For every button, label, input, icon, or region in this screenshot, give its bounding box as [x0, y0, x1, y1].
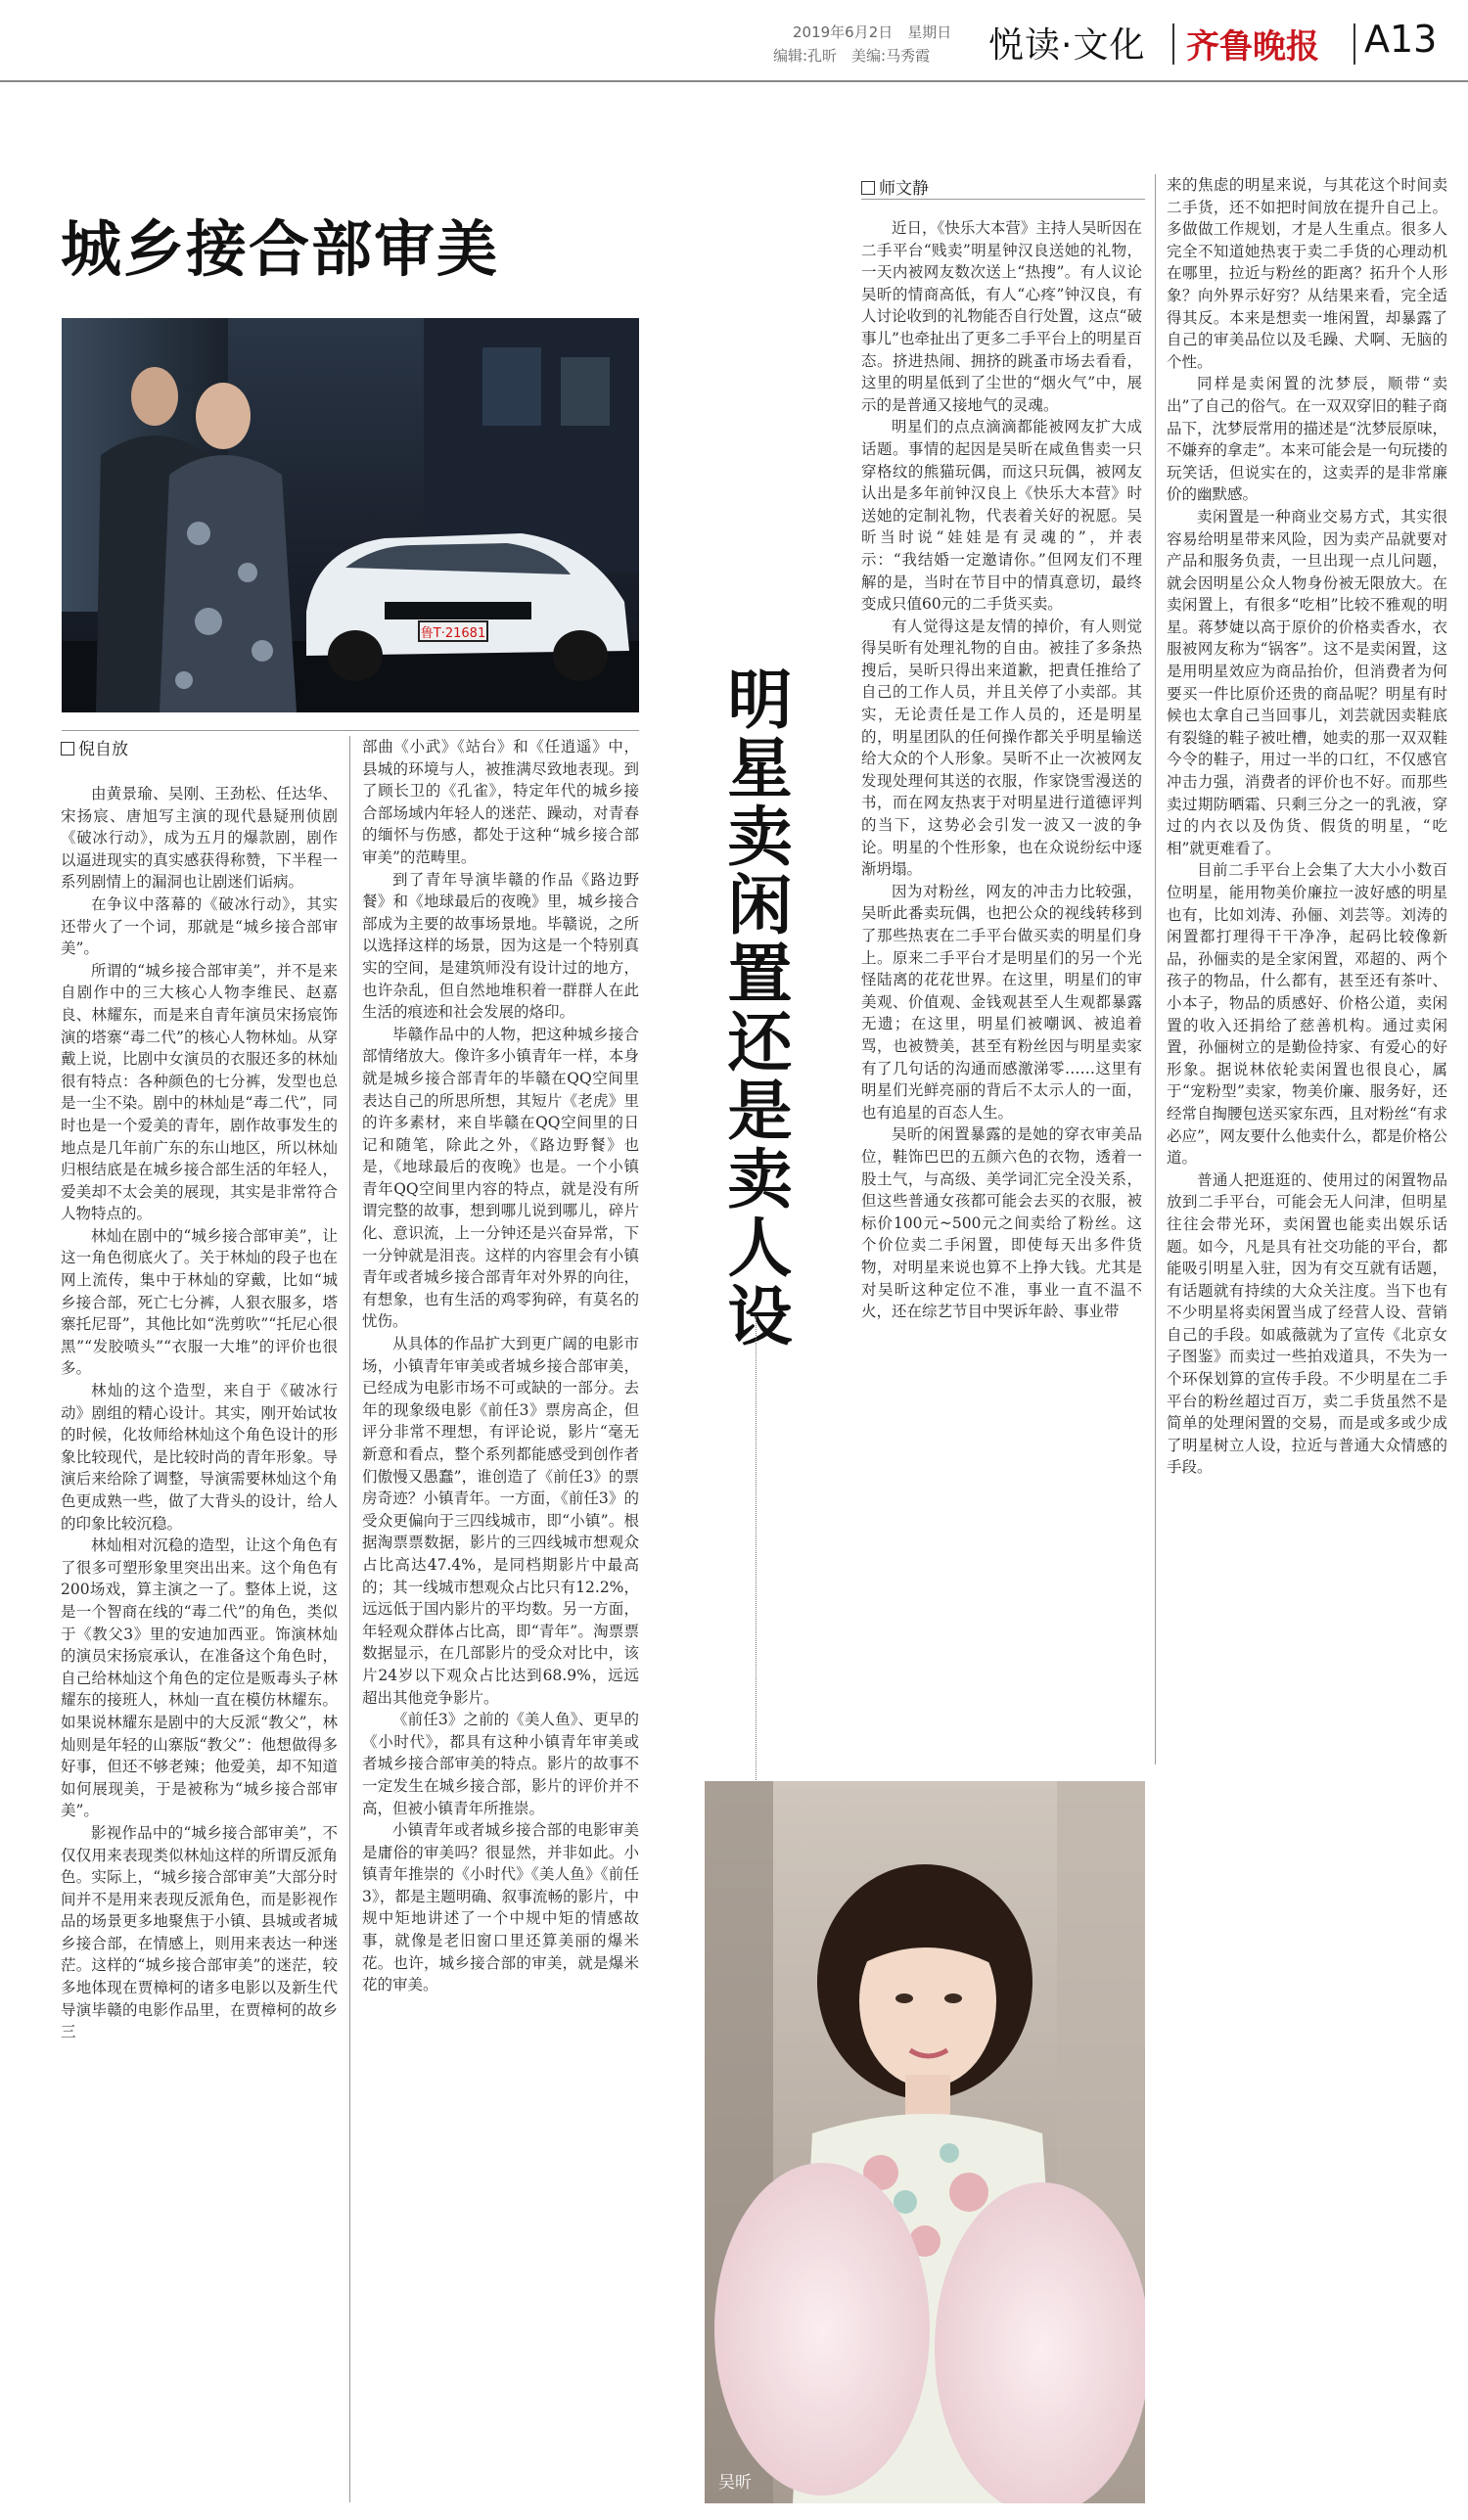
headline-dotted-line [756, 1316, 757, 1845]
section-title: 悦读·文化 [988, 25, 1146, 66]
article2-column-1: 近日，《快乐大本营》主持人吴昕因在二手平台“贱卖”明星钟汉良送她的礼物，一天内被网友数次送上“热搜”。有人议论吴昕的情商高低，有人“心疼”钟汉良，有人讨论收到的礼物能否自行处置，这点“破事儿”也牵扯出了更多二手平台上的明星百态。挤进热闹、拥挤的跳蚤市场去看看，这里的明星低到了尘世的“烟火气”中，展示的是普通又接地气的灵魂。 明星们的点点滴滴都能被网友扩大成话题。事情的起因是吴昕在咸鱼售卖一只穿格纹的熊猫玩偶，而这只玩偶，被网友认出是多年前钟汉良上《快乐大本营》时送她的定制礼物，代表着关好的祝愿。吴昕当时说“娃娃是有灵魂的”，并表示：“我结婚一定邀请你。”但网友们不理解的是，当时在节目中的情真意切，最终变成只值60元的二手货买卖。 有人觉得这是友情的掉价，有人则觉得吴昕有处理礼物的自由。被挂了多条热搜后，吴昕只得出来道歉，把責任推给了自己的工作人员，并且关停了小卖部。其实，无论责任是工作人员的，还是明星的，明星团队的任何操作都关乎明星输送给大众的个人形象。吴昕不止一次被网友发现处理何其送的衣服，作家饶雪漫送的书，而在网友热衷于对明星进行道德评判的当下，这势必会引发一波又一波的争论。明星的个性形象，也在众说纷纭中逐渐坍塌。 因为对粉丝，网友的冲击力比较强，吴昕此番卖玩偶，也把公众的视线转移到了那些热衷在二手平台做买卖的明星们身上。原来二手平台才是明星们的另一个光怪陆离的花花世界。在这里，明星们的审美观、价值观、金钱观甚至人生观都暴露无遗；在这里，明星们被嘲讽、被追着骂，也被赞美，甚至有粉丝因与明星卖家有了几句话的沟通而感激涕零……这里有明星们光鲜亮丽的背后不太示人的一面，也有追星的百态人生。 吴昕的闲置暴露的是她的穿衣审美品位，鞋饰巴巴的五颜六色的衣物，透着一股土气，与高级、美学词汇完全没关系，但这些普通女孩都可能会去买的衣服，被标价100元~500元之间卖给了粉丝。这个价位卖二手闲置，即使每天出多件货物，对明星来说也算不上挣大钱。尤其是对吴昕这种定位不准，事业一直不温不火，还在综艺节目中哭诉年龄、事业带 [861, 219, 1142, 1321]
article2-byline: 师文静 [861, 174, 929, 199]
column-divider [1155, 174, 1156, 1764]
newspaper-logo: 齐鲁晚报 [1186, 27, 1319, 67]
portrait-image [705, 1781, 1145, 2503]
article2-rule [861, 199, 1145, 200]
street-scene-image [62, 318, 639, 712]
article1-headline: 城乡接合部审美 [61, 213, 500, 285]
article1-column-1: 由黄景瑜、吴刚、王劲松、任达华、宋扬宸、唐旭写主演的现代悬疑刑侦剧《破冰行动》，成为五月的爆款剧，剧作以逼进现实的真实感获得称赞，下半程一系列剧情上的漏洞也让剧迷们诟病。 在争议中落幕的《破冰行动》，其实还带火了一个词，那就是“城乡接合部审美”。 所谓的“城乡接合部审美”，并不是来自剧作中的三大核心人物李维民、赵嘉良、林耀东，而是来自青年演员宋扬宸饰演的塔寨“毒二代”的核心人物林灿。从穿戴上说，比剧中女演员的衣服还多的林灿很有特点：各种颜色的七分裤，发型也总是一尘不染。剧中的林灿是“毒二代”，同时也是一个爱美的青年，剧作故事发生的地点是几年前广东的东山地区，所以林灿归根结底是在城乡接合部生活的年轻人，爱美却不太会美的展现，其实是非常符合人物特点的。 林灿在剧中的“城乡接合部审美”，让这一角色彻底火了。关于林灿的段子也在网上流传，集中于林灿的穿戴，比如“城乡接合部，死亡七分裤，人狠衣服多，塔寨托尼哥”，其他比如“洗剪吹”“托尼心很黑”“发胶喷头”“衣服一大堆”的评价也很多。 林灿的这个造型，来自于《破冰行动》剧组的精心设计。其实，刚开始试妆的时候，化妆师给林灿这个角色设计的形象比较现代，是比较时尚的青年形象。导演后来给除了调整，导演需要林灿这个角色更成熟一些，做了大背头的设计，给人的印象比较沉稳。 林灿相对沉稳的造型，让这个角色有了很多可塑形象里突出出来。这个角色有200场戏，算主演之一了。整体上说，这是一个智商在线的“毒二代”的角色，类似于《教父3》里的安迪加西亚。饰演林灿的演员宋扬宸承认，在准备这个角色时，自己给林灿这个角色的定位是贩毒头子林耀东的接班人，林灿一直在模仿林耀东。如果说林耀东是剧中的大反派“教父”，林灿则是年轻的山寨版“教父”：他想做得多好事，但还不够老辣；他爱美，却不知道如何展现美，于是被称为“城乡接合部审美”。 影视作品中的“城乡接合部审美”，不仅仅用来表现类似林灿这样的所谓反派角色。实际上，“城乡接合部审美”大部分时间并不是用来表现反派角色，而是影视作品的场景更多地聚焦于小镇、县城或者城乡接合部，在情感上，则用来表达一种迷茫。这样的“城乡接合部审美”的迷茫，较多地体现在贾樟柯的诸多电影以及新生代导演毕赣的电影作品里，在贾樟柯的故乡三 [61, 785, 338, 2041]
header-divider [1353, 23, 1355, 65]
article2-column-2-top: 来的焦虑的明星来说，与其花这个时间卖二手货，还不如把时间放在提升自己上。多做做工作规划，才是人生重点。很多人完全不知道她热衷于卖二手货的心理动机在哪里，拉近与粉丝的距离？拓升个人形象？向外界示好穷？从结果来看，完全适得其反。本来是想卖一堆闲置，却暴露了自己的审美品位以及毛躁、犬啊、无脑的个性。 同样是卖闲置的沈梦辰，顺带“卖出”了自己的俗气。在一双双穿旧的鞋子商品下，沈梦辰常用的描述是“沈梦辰原味，不嫌弃的拿走”。本来可能会是一句玩搂的玩笑话，但说实在的，这卖弄的是非常廉价的幽默感。 卖闲置是一种商业交易方式，其实很容易给明星带来风险，因为卖产品就要对产品和服务负责，一旦出现一点儿问题，就会因明星公众人物身份被无限放大。在卖闲置上，有很多“吃相”比较不雅观的明星。蒋梦婕以高于原价的价格卖香水，衣服被网友称为“锅客”。这不是卖闲置，这是用明星效应为商品抬价，但消费者为何要买一件比原价还贵的商品呢？明星有时候也太拿自己当回事儿，刘芸就因卖鞋底有裂缝的鞋子被吐槽，她卖的那一双双鞋今令的鞋子，用过一半的口红，不仅感官冲击力强，消费者的评价也不好。而那些卖过期防晒霜、只剩三分之一的乳液，穿过的内衣以及伪货、假货的明星，“吃相”就更难看了。 目前二手平台上会集了大大小小数百位明星，能用物美价廉拉一波好感的明星也有，比如刘涛、孙俪、刘芸等。刘涛的闲置都打理得干干净净，起码比较像新品，孙俪卖的是全家闲置，邓超的、两个孩子的物品，什么都有，甚至还有茶叶、小本子，物品的质感好、价格公道，卖闲置的收入还捐给了慈善机构。通过卖闲置，孙俪树立的是勤俭持家、有爱心的好形象。据说林依轮卖闲置也很良心，属于“宠粉型”卖家，物美价廉、服务好，还经常自掏腰包送买家东西，且对粉丝“有求必应”，网友要什么他卖什么，都是价格公道。 普通人把逛逛的、使用过的闲置物品放到二手平台，可能会无人问津，但明星往往会带光环，卖闲置也能卖出娱乐话题。如今，凡是具有社交功能的平台，都能吸引明星入驻，因为有交互就有话题，有话题就有持续的大众关注度。当下也有不少明星将卖闲置当成了经营人设、营销自己的手段。如戚薇就为了宣传《北京女子图鉴》而卖过一些拍戏道具，不失为一个环保划算的宣传手段。不少明星在二手平台的粉丝超过百万，卖二手货虽然不是简单的处理闲置的交易，而是或多或少成了明星树立人设，拉近与普通大众情感的手段。 [1167, 176, 1447, 1477]
license-plate: 鲁T·21681 [420, 626, 486, 641]
bottom-photo [705, 1781, 1145, 2503]
bottom-photo-caption: 吴昕 [718, 2473, 752, 2493]
article2-headline: 明星卖闲置还是卖人设 [716, 665, 792, 1351]
column-divider [349, 736, 350, 2502]
byline-box-icon [61, 742, 74, 756]
article1-byline: 倪自放 [61, 735, 128, 759]
header-rule [0, 80, 1468, 82]
top-photo [62, 318, 639, 712]
article1-column-2: 部曲《小武》《站台》和《任逍遥》中，县城的环境与人，被推满尽致地表现。到了顾长卫的《孔雀》，特定年代的城乡接合部场域内年轻人的迷茫、躁动，对青春的缅怀与伤感，都处于这种“城乡接合部审美”的范畴里。 到了青年导演毕赣的作品《路边野餐》和《地球最后的夜晚》里，城乡接合部成为主要的故事场景地。毕赣说，之所以选择这样的场景，因为这是一个特别真实的空间，是建筑师没有设计过的地方，也许杂乱，但自然地堆积着一群群人在此生活的痕迹和社会发展的烙印。 毕赣作品中的人物，把这种城乡接合部情绪放大。像许多小镇青年一样，本身就是城乡接合部青年的毕赣在QQ空间里表达自己的所思所想，其短片《老虎》里的许多素材，来自毕赣在QQ空间里的日记和随笔，除此之外，《路边野餐》也是，《地球最后的夜晚》也是。一个小镇青年QQ空间里内容的特点，就是没有所谓完整的故事，想到哪儿说到哪儿，碎片化、意识流，上一分钟还是兴奋异常，下一分钟就是泪丧。这样的内容里会有小镇青年或者城乡接合部青年对外界的向往，有想象，也有生活的鸡零狗碎，有莫名的忧伤。 从具体的作品扩大到更广阔的电影市场，小镇青年审美或者城乡接合部审美，已经成为电影市场不可或缺的一部分。去年的现象级电影《前任3》票房高企，但评分非常不理想，有评论说，影片“毫无新意和看点，整个系列都能感受到创作者们傲慢又愚蠢”，谁创造了《前任3》的票房奇迹？小镇青年。一方面，《前任3》的受众更偏向于三四线城市，即“小镇”。根据淘票票数据，影片的三四线城市想观众占比高达47.4%，是同档期影片中最高的；其一线城市想观众占比只有12.2%，远远低于国内影片的平均数。另一方面，年轻观众群体占比高，即“青年”。淘票票数据显示，在几部影片的受众对比中，该片24岁以下观众占比达到68.9%，远远超出其他竞争影片。 《前任3》之前的《美人鱼》、更早的《小时代》，都具有这种小镇青年审美或者城乡接合部审美的特点。影片的故事不一定发生在城乡接合部，影片的评价并不高，但被小镇青年所推崇。 小镇青年或者城乡接合部的电影审美是庸俗的审美吗？很显然，并非如此。小镇青年推崇的《小时代》《美人鱼》《前任3》，都是主题明确、叙事流畅的影片，中规中矩地讲述了一个中规中矩的情感故事，就像是老旧窗口里还算美丽的爆米花。也许，城乡接合部的审美，就是爆米花的审美。 [362, 738, 639, 1994]
byline-box-icon [861, 181, 875, 195]
editors-credit: 编辑:孔昕 美编:马秀霞 [773, 47, 931, 65]
issue-date: 2019年6月2日 星期日 [793, 23, 952, 41]
header-divider [1172, 23, 1174, 65]
page-number: A13 [1364, 18, 1438, 61]
article1-rule [62, 730, 639, 731]
